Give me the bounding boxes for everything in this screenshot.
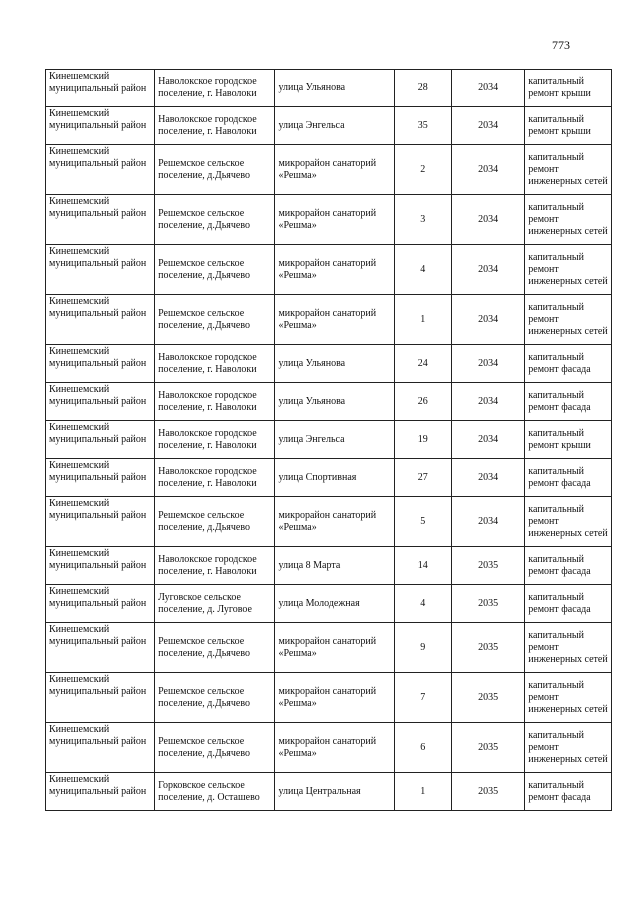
table-row [46, 295, 612, 345]
house-number-cell: 3 [394, 195, 451, 245]
district-cell: Кинешемский муниципальный район [46, 70, 155, 107]
street-cell: улица Спортивная [275, 459, 394, 497]
settlement-cell: Решемское сельское поселение, д.Дьячево [155, 145, 275, 195]
table-row [46, 547, 612, 585]
house-number-cell: 28 [394, 70, 451, 107]
settlement-cell: Наволокское городское поселение, г. Наволоки [155, 345, 275, 383]
street-cell: улица 8 Марта [275, 547, 394, 585]
street-cell: микрорайон санаторий «Решма» [275, 723, 394, 773]
district-cell: Кинешемский муниципальный район [46, 585, 155, 623]
district-cell: Кинешемский муниципальный район [46, 497, 155, 547]
table-row [46, 497, 612, 547]
table-row [46, 70, 612, 107]
work-type-cell: капитальный ремонт крыши [525, 421, 612, 459]
street-cell: микрорайон санаторий «Решма» [275, 295, 394, 345]
work-type-cell: капитальный ремонт фасада [525, 585, 612, 623]
table-body [46, 70, 612, 811]
year-cell: 2034 [451, 145, 524, 195]
house-number-cell: 27 [394, 459, 451, 497]
work-type-cell: капитальный ремонт инженерных сетей [525, 673, 612, 723]
year-cell: 2034 [451, 70, 524, 107]
year-cell: 2035 [451, 723, 524, 773]
year-cell: 2034 [451, 245, 524, 295]
settlement-cell: Наволокское городское поселение, г. Наволоки [155, 70, 275, 107]
district-cell: Кинешемский муниципальный район [46, 245, 155, 295]
table-row [46, 421, 612, 459]
street-cell: микрорайон санаторий «Решма» [275, 145, 394, 195]
district-cell: Кинешемский муниципальный район [46, 107, 155, 145]
settlement-cell: Решемское сельское поселение, д.Дьячево [155, 623, 275, 673]
settlement-cell: Наволокское городское поселение, г. Наволоки [155, 547, 275, 585]
settlement-cell: Наволокское городское поселение, г. Наволоки [155, 107, 275, 145]
table-row [46, 107, 612, 145]
house-number-cell: 1 [394, 295, 451, 345]
year-cell: 2035 [451, 773, 524, 811]
table-row [46, 773, 612, 811]
street-cell: улица Ульянова [275, 345, 394, 383]
year-cell: 2034 [451, 345, 524, 383]
street-cell: микрорайон санаторий «Решма» [275, 497, 394, 547]
district-cell: Кинешемский муниципальный район [46, 145, 155, 195]
year-cell: 2035 [451, 585, 524, 623]
settlement-cell: Наволокское городское поселение, г. Наволоки [155, 459, 275, 497]
house-number-cell: 26 [394, 383, 451, 421]
year-cell: 2035 [451, 673, 524, 723]
work-type-cell: капитальный ремонт фасада [525, 383, 612, 421]
work-type-cell: капитальный ремонт инженерных сетей [525, 245, 612, 295]
district-cell: Кинешемский муниципальный район [46, 421, 155, 459]
district-cell: Кинешемский муниципальный район [46, 547, 155, 585]
work-type-cell: капитальный ремонт фасада [525, 459, 612, 497]
house-number-cell: 19 [394, 421, 451, 459]
house-number-cell: 9 [394, 623, 451, 673]
street-cell: улица Молодежная [275, 585, 394, 623]
street-cell: улица Центральная [275, 773, 394, 811]
work-type-cell: капитальный ремонт инженерных сетей [525, 723, 612, 773]
street-cell: улица Энгельса [275, 421, 394, 459]
page-number: 773 [552, 38, 570, 52]
settlement-cell: Наволокское городское поселение, г. Наволоки [155, 383, 275, 421]
work-type-cell: капитальный ремонт инженерных сетей [525, 623, 612, 673]
street-cell: улица Ульянова [275, 70, 394, 107]
house-number-cell: 24 [394, 345, 451, 383]
work-type-cell: капитальный ремонт инженерных сетей [525, 497, 612, 547]
house-number-cell: 35 [394, 107, 451, 145]
district-cell: Кинешемский муниципальный район [46, 723, 155, 773]
table-row [46, 345, 612, 383]
work-type-cell: капитальный ремонт крыши [525, 70, 612, 107]
district-cell: Кинешемский муниципальный район [46, 295, 155, 345]
work-type-cell: капитальный ремонт инженерных сетей [525, 295, 612, 345]
table-row [46, 145, 612, 195]
year-cell: 2034 [451, 107, 524, 145]
table-row [46, 623, 612, 673]
house-number-cell: 7 [394, 673, 451, 723]
year-cell: 2035 [451, 623, 524, 673]
settlement-cell: Решемское сельское поселение, д.Дьячево [155, 673, 275, 723]
house-number-cell: 2 [394, 145, 451, 195]
district-cell: Кинешемский муниципальный район [46, 459, 155, 497]
table-row [46, 383, 612, 421]
district-cell: Кинешемский муниципальный район [46, 383, 155, 421]
work-type-cell: капитальный ремонт инженерных сетей [525, 145, 612, 195]
house-number-cell: 4 [394, 585, 451, 623]
repair-schedule-table [45, 69, 612, 811]
house-number-cell: 4 [394, 245, 451, 295]
year-cell: 2034 [451, 497, 524, 547]
district-cell: Кинешемский муниципальный район [46, 195, 155, 245]
district-cell: Кинешемский муниципальный район [46, 623, 155, 673]
settlement-cell: Решемское сельское поселение, д.Дьячево [155, 497, 275, 547]
settlement-cell: Решемское сельское поселение, д.Дьячево [155, 195, 275, 245]
settlement-cell: Решемское сельское поселение, д.Дьячево [155, 723, 275, 773]
work-type-cell: капитальный ремонт крыши [525, 107, 612, 145]
table-row [46, 585, 612, 623]
house-number-cell: 1 [394, 773, 451, 811]
table-row [46, 723, 612, 773]
work-type-cell: капитальный ремонт фасада [525, 773, 612, 811]
street-cell: микрорайон санаторий «Решма» [275, 245, 394, 295]
house-number-cell: 6 [394, 723, 451, 773]
year-cell: 2034 [451, 195, 524, 245]
year-cell: 2035 [451, 547, 524, 585]
work-type-cell: капитальный ремонт инженерных сетей [525, 195, 612, 245]
street-cell: микрорайон санаторий «Решма» [275, 623, 394, 673]
work-type-cell: капитальный ремонт фасада [525, 547, 612, 585]
work-type-cell: капитальный ремонт фасада [525, 345, 612, 383]
settlement-cell: Решемское сельское поселение, д.Дьячево [155, 245, 275, 295]
table-row [46, 673, 612, 723]
year-cell: 2034 [451, 295, 524, 345]
settlement-cell: Горковское сельское поселение, д. Осташево [155, 773, 275, 811]
district-cell: Кинешемский муниципальный район [46, 673, 155, 723]
district-cell: Кинешемский муниципальный район [46, 773, 155, 811]
year-cell: 2034 [451, 459, 524, 497]
house-number-cell: 5 [394, 497, 451, 547]
year-cell: 2034 [451, 383, 524, 421]
district-cell: Кинешемский муниципальный район [46, 345, 155, 383]
settlement-cell: Наволокское городское поселение, г. Наволоки [155, 421, 275, 459]
year-cell: 2034 [451, 421, 524, 459]
table-row [46, 195, 612, 245]
settlement-cell: Луговское сельское поселение, д. Луговое [155, 585, 275, 623]
table-row [46, 245, 612, 295]
table-row [46, 459, 612, 497]
street-cell: микрорайон санаторий «Решма» [275, 195, 394, 245]
settlement-cell: Решемское сельское поселение, д.Дьячево [155, 295, 275, 345]
street-cell: улица Ульянова [275, 383, 394, 421]
street-cell: улица Энгельса [275, 107, 394, 145]
street-cell: микрорайон санаторий «Решма» [275, 673, 394, 723]
house-number-cell: 14 [394, 547, 451, 585]
